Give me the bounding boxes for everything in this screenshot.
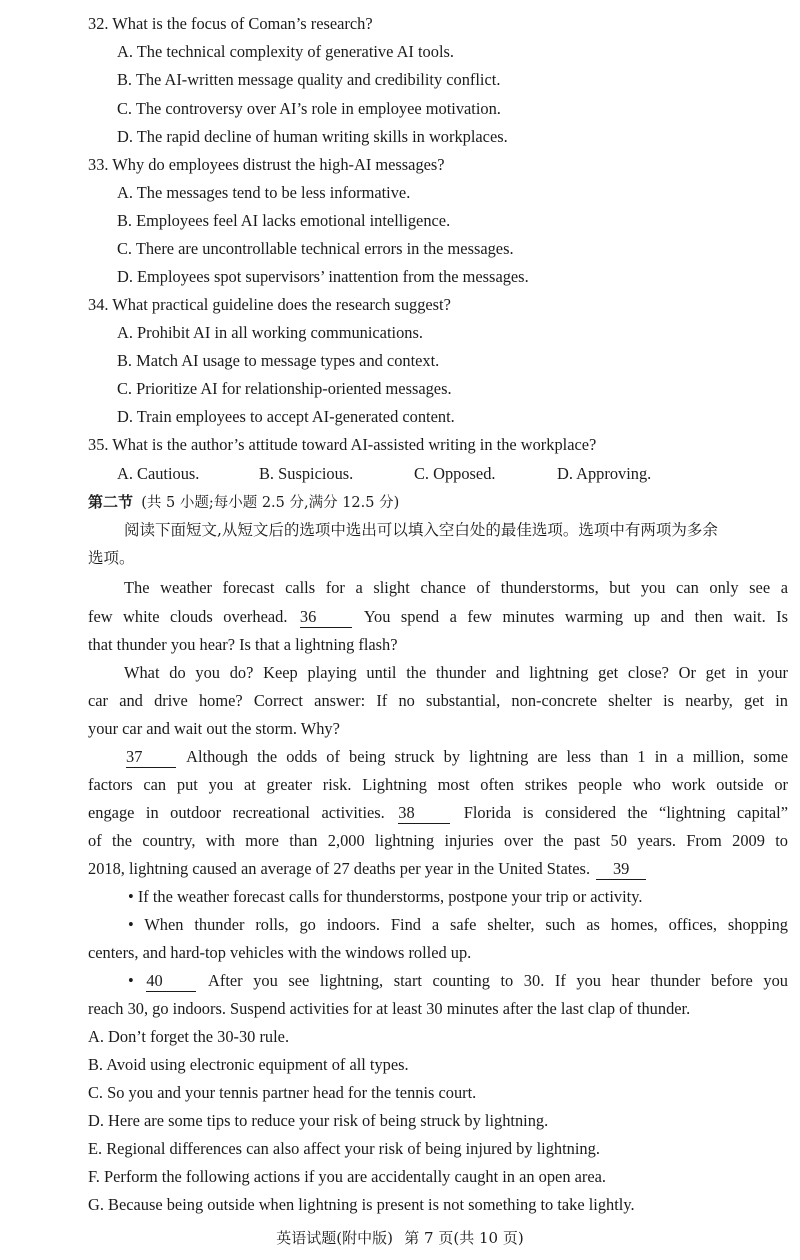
question-34-option-d: D. Train employees to accept AI-generated content. bbox=[117, 407, 455, 426]
passage-p1-line2 bbox=[88, 603, 788, 631]
blank-40[interactable]: 40 bbox=[146, 971, 196, 992]
question-32-option-d: D. The rapid decline of human writing skills in workplaces. bbox=[117, 127, 508, 146]
answer-option-a: A. Don’t forget the 30-30 rule. bbox=[88, 1027, 290, 1046]
answer-option-b: B. Avoid using electronic equipment of all types. bbox=[88, 1055, 409, 1074]
question-35-option-b: B. Suspicious. bbox=[259, 464, 354, 483]
passage-p2-line2: car and drive home? Correct answer: If no substantial, non-concrete shelter is nearby, get in bbox=[88, 691, 788, 710]
page-footer bbox=[0, 1226, 800, 1251]
passage-text: few white clouds overhead. bbox=[88, 607, 288, 626]
passage-text: 2018, lightning caused an average of 27 deaths per year in the United States. bbox=[88, 859, 591, 878]
question-35-option-a: A. Cautious. bbox=[117, 464, 200, 483]
question-33-option-b: B. Employees feel AI lacks emotional intelligence. bbox=[117, 211, 451, 230]
passage-p3-line2: factors can put you at greater risk. Lightning most often strikes people who work outside or bbox=[88, 775, 788, 794]
tip-bullet-3-line2: reach 30, go indoors. Suspend activities for at least 30 minutes after the last clap of thunder. bbox=[88, 999, 691, 1018]
passage-text: You spend a few minutes warming up and then wait. Is bbox=[363, 607, 788, 626]
question-35-option-d: D. Approving. bbox=[557, 464, 652, 483]
blank-38[interactable]: 38 bbox=[398, 803, 450, 824]
question-35-options bbox=[117, 460, 787, 488]
passage-text: Although the odds of being struck by lightning are less than 1 in a million, some bbox=[186, 747, 788, 766]
question-34-stem: 34. What practical guideline does the research suggest? bbox=[88, 295, 451, 314]
footer-page-number: 第 7 页(共 10 页) bbox=[404, 1229, 524, 1247]
tip-bullet-3-line1 bbox=[128, 967, 788, 995]
passage-p2-line3: your car and wait out the storm. Why? bbox=[88, 719, 340, 738]
section-2-title: 第二节 bbox=[88, 493, 134, 511]
footer-subject: 英语试题(附中版) bbox=[276, 1229, 394, 1247]
passage-p3-line3 bbox=[88, 799, 788, 827]
passage-p2-line1: What do you do? Keep playing until the thunder and lightning get close? Or get in your bbox=[124, 663, 788, 682]
question-32-option-a: A. The technical complexity of generative AI tools. bbox=[117, 42, 454, 61]
blank-36[interactable]: 36 bbox=[300, 607, 352, 628]
answer-option-d: D. Here are some tips to reduce your risk of being struck by lightning. bbox=[88, 1111, 549, 1130]
passage-p3-line4: of the country, with more than 2,000 lightning injuries over the past 50 years. From 2009 to bbox=[88, 831, 788, 850]
question-35-option-c: C. Opposed. bbox=[414, 464, 496, 483]
passage-p1-line3: that thunder you hear? Is that a lightning flash? bbox=[88, 635, 398, 654]
question-35-stem: 35. What is the author’s attitude toward AI-assisted writing in the workplace? bbox=[88, 435, 597, 454]
question-32-stem: 32. What is the focus of Coman’s research? bbox=[88, 14, 373, 33]
section-2-scoring: (共 5 小题;每小题 2.5 分,满分 12.5 分) bbox=[141, 495, 400, 511]
question-32-option-b: B. The AI-written message quality and credibility conflict. bbox=[117, 70, 501, 89]
answer-option-f: F. Perform the following actions if you are accidentally caught in an open area. bbox=[88, 1167, 607, 1186]
question-33-stem: 33. Why do employees distrust the high-AI messages? bbox=[88, 155, 445, 174]
question-33-option-c: C. There are uncontrollable technical errors in the messages. bbox=[117, 239, 514, 258]
passage-p3-line1 bbox=[124, 743, 788, 771]
question-34-option-b: B. Match AI usage to message types and context. bbox=[117, 351, 440, 370]
question-32-option-c: C. The controversy over AI’s role in employee motivation. bbox=[117, 99, 501, 118]
passage-p3-line5 bbox=[88, 855, 788, 883]
blank-39[interactable]: 39 bbox=[596, 859, 646, 880]
passage-text: engage in outdoor recreational activities. bbox=[88, 803, 385, 822]
passage-text: Florida is considered the “lightning capital” bbox=[463, 803, 788, 822]
question-33-option-d: D. Employees spot supervisors’ inattention from the messages. bbox=[117, 267, 529, 286]
question-33-option-a: A. The messages tend to be less informative. bbox=[117, 183, 411, 202]
tip-bullet-2-line1: • When thunder rolls, go indoors. Find a safe shelter, such as homes, offices, shopping bbox=[128, 915, 788, 934]
answer-option-c: C. So you and your tennis partner head for the tennis court. bbox=[88, 1083, 477, 1102]
section-2-heading bbox=[88, 488, 788, 516]
question-34-option-c: C. Prioritize AI for relationship-oriented messages. bbox=[117, 379, 452, 398]
tip-bullet-1: • If the weather forecast calls for thunderstorms, postpone your trip or activity. bbox=[128, 887, 643, 906]
passage-p1-line1: The weather forecast calls for a slight chance of thunderstorms, but you can only see a bbox=[124, 578, 788, 597]
section-2-instruction-line2: 选项。 bbox=[88, 549, 135, 567]
passage-text: After you see lightning, start counting to 30. If you hear thunder before you bbox=[208, 971, 788, 990]
section-2-instruction-line1: 阅读下面短文,从短文后的选项中选出可以填入空白处的最佳选项。选项中有两项为多余 bbox=[124, 521, 718, 539]
blank-37[interactable]: 37 bbox=[126, 747, 176, 768]
answer-option-g: G. Because being outside when lightning is present is not something to take lightly. bbox=[88, 1195, 635, 1214]
tip-bullet-2-line2: centers, and hard-top vehicles with the windows rolled up. bbox=[88, 943, 472, 962]
question-34-option-a: A. Prohibit AI in all working communications. bbox=[117, 323, 423, 342]
answer-option-e: E. Regional differences can also affect your risk of being injured by lightning. bbox=[88, 1139, 600, 1158]
bullet-mark: • bbox=[128, 971, 134, 990]
